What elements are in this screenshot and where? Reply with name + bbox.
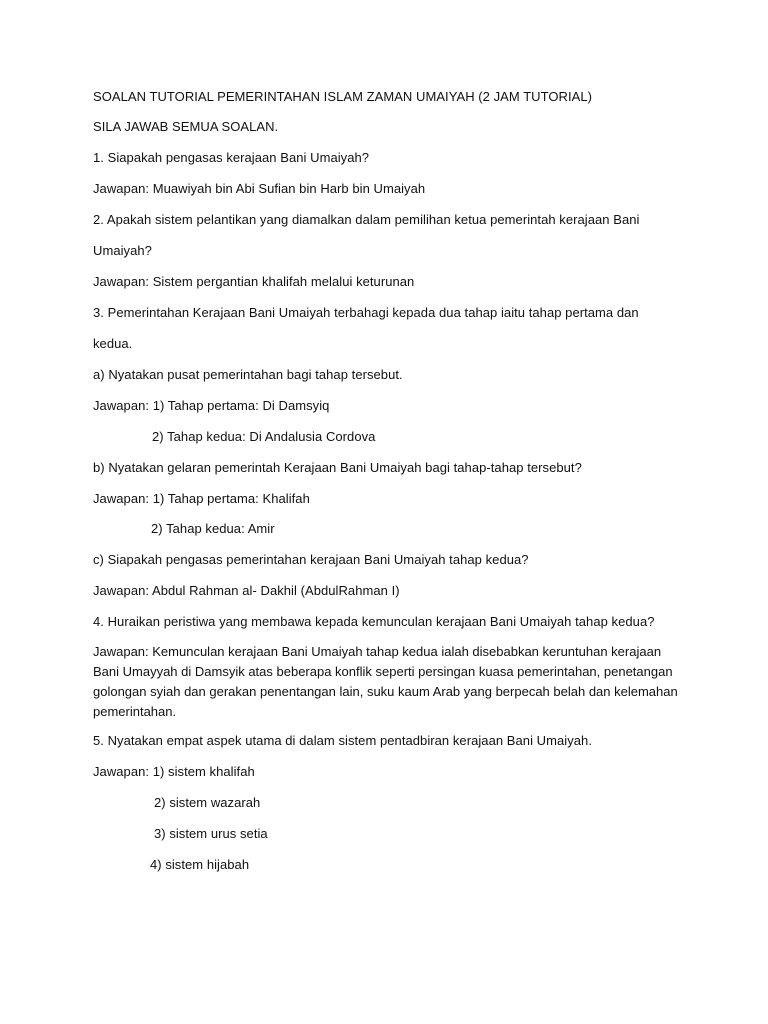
answer-5-item-1: Jawapan: 1) sistem khalifah bbox=[93, 764, 255, 779]
answer-1: Jawapan: Muawiyah bin Abi Sufian bin Harb bin Umaiyah bbox=[93, 181, 426, 196]
answer-5-item-3: 3) sistem urus setia bbox=[154, 826, 268, 841]
answer-3b-item-1: Jawapan: 1) Tahap pertama: Khalifah bbox=[93, 491, 310, 506]
answer-4: Jawapan: Kemunculan kerajaan Bani Umaiyah tahap kedua ialah disebabkan keruntuhan kerajaan Bani Umayyah di Damsyik atas beberapa konflik seperti persingan kuasa pemerintahan, penetangan golongan syiah dan gerakan penentangan lain, suku kaum Arab yang berpecah belah dan kelemahan pemerintahan. bbox=[93, 644, 678, 719]
answer-3b-item-2: 2) Tahap kedua: Amir bbox=[151, 521, 275, 536]
question-3c: c) Siapakah pengasas pemerintahan kerajaan Bani Umaiyah tahap kedua? bbox=[93, 552, 529, 567]
answer-3a-item-1: Jawapan: 1) Tahap pertama: Di Damsyiq bbox=[93, 398, 330, 413]
document-title: SOALAN TUTORIAL PEMERINTAHAN ISLAM ZAMAN UMAIYAH (2 JAM TUTORIAL) bbox=[93, 89, 593, 104]
question-1: 1. Siapakah pengasas kerajaan Bani Umaiyah? bbox=[93, 150, 370, 165]
question-2-line-2: Umaiyah? bbox=[93, 243, 152, 258]
question-3a: a) Nyatakan pusat pemerintahan bagi tahap tersebut. bbox=[93, 367, 403, 382]
answer-2: Jawapan: Sistem pergantian khalifah melalui keturunan bbox=[93, 274, 415, 289]
question-3b: b) Nyatakan gelaran pemerintah Kerajaan Bani Umaiyah bagi tahap-tahap tersebut? bbox=[93, 460, 582, 475]
answer-5-item-2: 2) sistem wazarah bbox=[154, 795, 261, 810]
question-3-line-1: 3. Pemerintahan Kerajaan Bani Umaiyah terbahagi kepada dua tahap iaitu tahap pertama dan bbox=[93, 305, 639, 320]
question-4: 4. Huraikan peristiwa yang membawa kepada kemunculan kerajaan Bani Umaiyah tahap kedua? bbox=[93, 614, 655, 629]
answer-3c: Jawapan: Abdul Rahman al- Dakhil (AbdulRahman I) bbox=[93, 583, 400, 598]
question-3-line-2: kedua. bbox=[93, 336, 133, 351]
answer-5-item-4: 4) sistem hijabah bbox=[150, 857, 250, 872]
question-2-line-1: 2. Apakah sistem pelantikan yang diamalkan dalam pemilihan ketua pemerintah kerajaan Bani bbox=[93, 212, 640, 227]
instruction-text: SILA JAWAB SEMUA SOALAN. bbox=[93, 119, 279, 134]
answer-3a-item-2: 2) Tahap kedua: Di Andalusia Cordova bbox=[152, 429, 376, 444]
question-5: 5. Nyatakan empat aspek utama di dalam sistem pentadbiran kerajaan Bani Umaiyah. bbox=[93, 733, 592, 748]
